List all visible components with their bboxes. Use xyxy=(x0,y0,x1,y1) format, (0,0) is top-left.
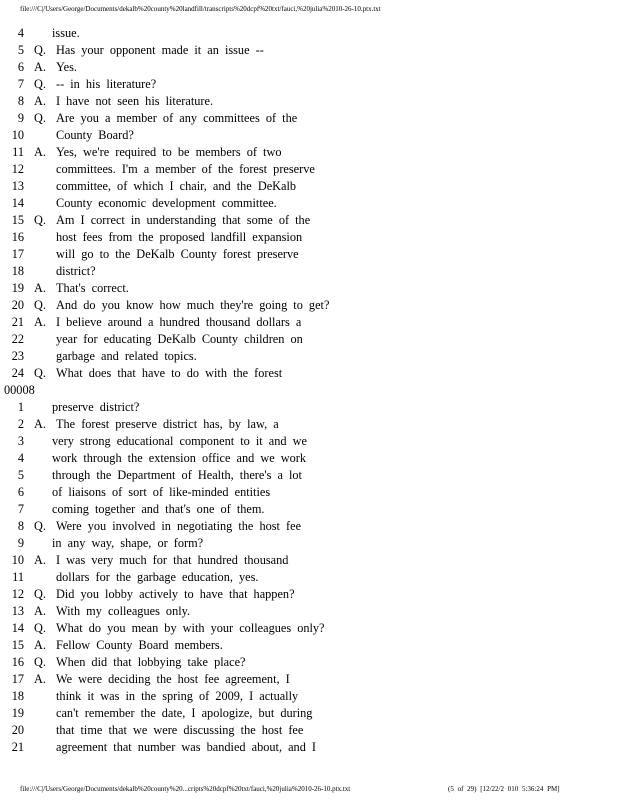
line-text: think it was in the spring of 2009, I actually xyxy=(56,689,299,703)
transcript-line xyxy=(0,144,618,161)
transcript-line xyxy=(0,212,618,229)
line-text: Were you involved in negotiating the host fee xyxy=(56,519,302,533)
line-text: Yes. xyxy=(56,60,77,74)
line-number: 11 xyxy=(12,570,24,584)
line-number: 15 xyxy=(11,638,24,652)
transcript-line xyxy=(0,399,618,416)
line-text: host fees from the proposed landfill expansion xyxy=(56,230,303,244)
transcript-line xyxy=(0,484,618,501)
line-number: 7 xyxy=(17,77,24,91)
speaker-label: A. xyxy=(34,638,46,652)
line-text: Am I correct in understanding that some of the xyxy=(56,213,311,227)
line-text: coming together and that's one of them. xyxy=(52,502,265,516)
line-text: What does that have to do with the forest xyxy=(56,366,283,380)
line-number: 2 xyxy=(17,417,24,431)
line-number: 16 xyxy=(11,655,24,669)
line-text: Did you lobby actively to have that happen? xyxy=(56,587,295,601)
line-number: 16 xyxy=(11,230,24,244)
transcript-line xyxy=(0,671,618,688)
transcript-line xyxy=(0,433,618,450)
transcript-line xyxy=(0,280,618,297)
transcript-line xyxy=(0,25,618,42)
line-number: 14 xyxy=(11,621,24,635)
line-number: 15 xyxy=(11,213,24,227)
line-text: of liaisons of sort of like-minded entities xyxy=(52,485,271,499)
speaker-label: Q. xyxy=(34,213,46,227)
line-number: 10 xyxy=(11,553,24,567)
transcript-line xyxy=(0,263,618,280)
file-path-header: file:///C|/Users/George/Documents/dekalb%20county%20landfill/transcripts%20dcpf%20txt/fauci,%20julia%2010-26-10.ptx.txt xyxy=(20,5,381,13)
line-text: in any way, shape, or form? xyxy=(52,536,204,550)
line-text: We were deciding the host fee agreement, I xyxy=(56,672,290,686)
line-number: 6 xyxy=(17,60,24,74)
transcript-line xyxy=(0,416,618,433)
transcript-line xyxy=(0,467,618,484)
line-number: 20 xyxy=(11,298,24,312)
line-number: 18 xyxy=(11,264,24,278)
line-number: 18 xyxy=(11,689,24,703)
line-number: 12 xyxy=(11,162,24,176)
line-text: I was very much for that hundred thousand xyxy=(56,553,289,567)
line-number: 8 xyxy=(17,94,24,108)
line-text: And do you know how much they're going to get? xyxy=(56,298,330,312)
line-text: Yes, we're required to be members of two xyxy=(56,145,282,159)
speaker-label: Q. xyxy=(34,111,46,125)
transcript-line xyxy=(0,501,618,518)
line-number: 9 xyxy=(17,111,24,125)
line-text: What do you mean by with your colleagues only? xyxy=(56,621,325,635)
line-text: will go to the DeKalb County forest preserve xyxy=(56,247,299,261)
speaker-label: Q. xyxy=(34,366,46,380)
transcript-line xyxy=(0,297,618,314)
line-text: very strong educational component to it and we xyxy=(52,434,307,448)
line-text: committees. I'm a member of the forest preserve xyxy=(56,162,315,176)
line-text: County Board? xyxy=(56,128,134,142)
line-text: The forest preserve district has, by law, a xyxy=(56,417,279,431)
speaker-label: Q. xyxy=(34,298,46,312)
transcript-line xyxy=(0,637,618,654)
transcript-line xyxy=(0,552,618,569)
transcript-line xyxy=(0,535,618,552)
transcript-line xyxy=(0,229,618,246)
line-text: agreement that number was bandied about, and I xyxy=(56,740,317,754)
line-text: garbage and related topics. xyxy=(56,349,197,363)
line-text: When did that lobbying take place? xyxy=(56,655,246,669)
speaker-label: A. xyxy=(34,604,46,618)
transcript-line xyxy=(0,654,618,671)
line-text: I have not seen his literature. xyxy=(56,94,214,108)
line-text: that time that we were discussing the host fee xyxy=(56,723,304,737)
line-text: County economic development committee. xyxy=(56,196,277,210)
line-text: Has your opponent made it an issue -- xyxy=(56,43,264,57)
transcript-line xyxy=(0,739,618,756)
speaker-label: Q. xyxy=(34,621,46,635)
transcript-line xyxy=(0,246,618,263)
speaker-label: Q. xyxy=(34,77,46,91)
line-number: 17 xyxy=(11,247,24,261)
speaker-label: A. xyxy=(34,553,46,567)
line-number: 4 xyxy=(17,26,24,40)
speaker-label: Q. xyxy=(34,519,46,533)
line-number: 24 xyxy=(11,366,24,380)
transcript-line xyxy=(0,59,618,76)
transcript-line xyxy=(0,688,618,705)
speaker-label: Q. xyxy=(34,655,46,669)
line-number: 20 xyxy=(11,723,24,737)
line-text: work through the extension office and we work xyxy=(52,451,307,465)
speaker-label: A. xyxy=(34,281,46,295)
transcript-line xyxy=(0,161,618,178)
line-number: 23 xyxy=(11,349,24,363)
line-number: 9 xyxy=(17,536,24,550)
line-text: preserve district? xyxy=(52,400,140,414)
line-text: committee, of which I chair, and the DeKalb xyxy=(56,179,297,193)
line-text: district? xyxy=(56,264,96,278)
transcript-line xyxy=(0,705,618,722)
transcript-line xyxy=(0,110,618,127)
line-number: 13 xyxy=(11,179,24,193)
transcript-line xyxy=(0,518,618,535)
line-number: 11 xyxy=(12,145,24,159)
line-number: 14 xyxy=(11,196,24,210)
line-text: can't remember the date, I apologize, but during xyxy=(56,706,313,720)
transcript-line xyxy=(0,331,618,348)
line-number: 17 xyxy=(11,672,24,686)
line-number: 22 xyxy=(11,332,24,346)
transcript-line xyxy=(0,620,618,637)
line-number: 12 xyxy=(11,587,24,601)
transcript-line xyxy=(0,195,618,212)
line-number: 6 xyxy=(17,485,24,499)
speaker-label: A. xyxy=(34,145,46,159)
line-text: I believe around a hundred thousand dollars a xyxy=(56,315,302,329)
line-text: With my colleagues only. xyxy=(56,604,191,618)
transcript-line xyxy=(0,569,618,586)
line-text: Are you a member of any committees of the xyxy=(56,111,298,125)
line-number: 3 xyxy=(17,434,24,448)
transcript-line xyxy=(0,348,618,365)
page-number: 00008 xyxy=(4,383,35,397)
line-number: 13 xyxy=(11,604,24,618)
line-number: 21 xyxy=(11,315,24,329)
transcript-line xyxy=(0,722,618,739)
line-text: year for educating DeKalb County children on xyxy=(56,332,303,346)
transcript-line xyxy=(0,586,618,603)
line-text: That's correct. xyxy=(56,281,129,295)
line-text: dollars for the garbage education, yes. xyxy=(56,570,259,584)
line-number: 19 xyxy=(11,706,24,720)
line-text: through the Department of Health, there's a lot xyxy=(52,468,302,482)
page-number-marker xyxy=(0,382,618,399)
line-text: issue. xyxy=(52,26,80,40)
line-number: 1 xyxy=(17,400,24,414)
speaker-label: A. xyxy=(34,94,46,108)
line-text: Fellow County Board members. xyxy=(56,638,223,652)
line-number: 7 xyxy=(17,502,24,516)
speaker-label: A. xyxy=(34,315,46,329)
line-number: 19 xyxy=(11,281,24,295)
line-number: 5 xyxy=(17,43,24,57)
transcript-line xyxy=(0,76,618,93)
transcript-line xyxy=(0,603,618,620)
file-path-footer: file:///C|/Users/George/Documents/dekalb%20county%20...cripts%20dcpf%20txt/fauci,%20julia%2010-26-10.ptx.txt xyxy=(20,785,351,793)
line-number: 5 xyxy=(17,468,24,482)
line-number: 4 xyxy=(17,451,24,465)
line-text: -- in his literature? xyxy=(56,77,157,91)
transcript-line xyxy=(0,127,618,144)
speaker-label: Q. xyxy=(34,587,46,601)
line-number: 21 xyxy=(11,740,24,754)
line-number: 8 xyxy=(17,519,24,533)
transcript-line xyxy=(0,93,618,110)
transcript-line xyxy=(0,42,618,59)
speaker-label: Q. xyxy=(34,43,46,57)
speaker-label: A. xyxy=(34,60,46,74)
transcript-line xyxy=(0,450,618,467)
transcript-line xyxy=(0,365,618,382)
page-info-footer: (5 of 29) [12/22/2 010 5:36:24 PM] xyxy=(448,785,560,793)
speaker-label: A. xyxy=(34,672,46,686)
transcript-body xyxy=(0,25,618,756)
transcript-line xyxy=(0,314,618,331)
speaker-label: A. xyxy=(34,417,46,431)
line-number: 10 xyxy=(11,128,24,142)
transcript-line xyxy=(0,178,618,195)
